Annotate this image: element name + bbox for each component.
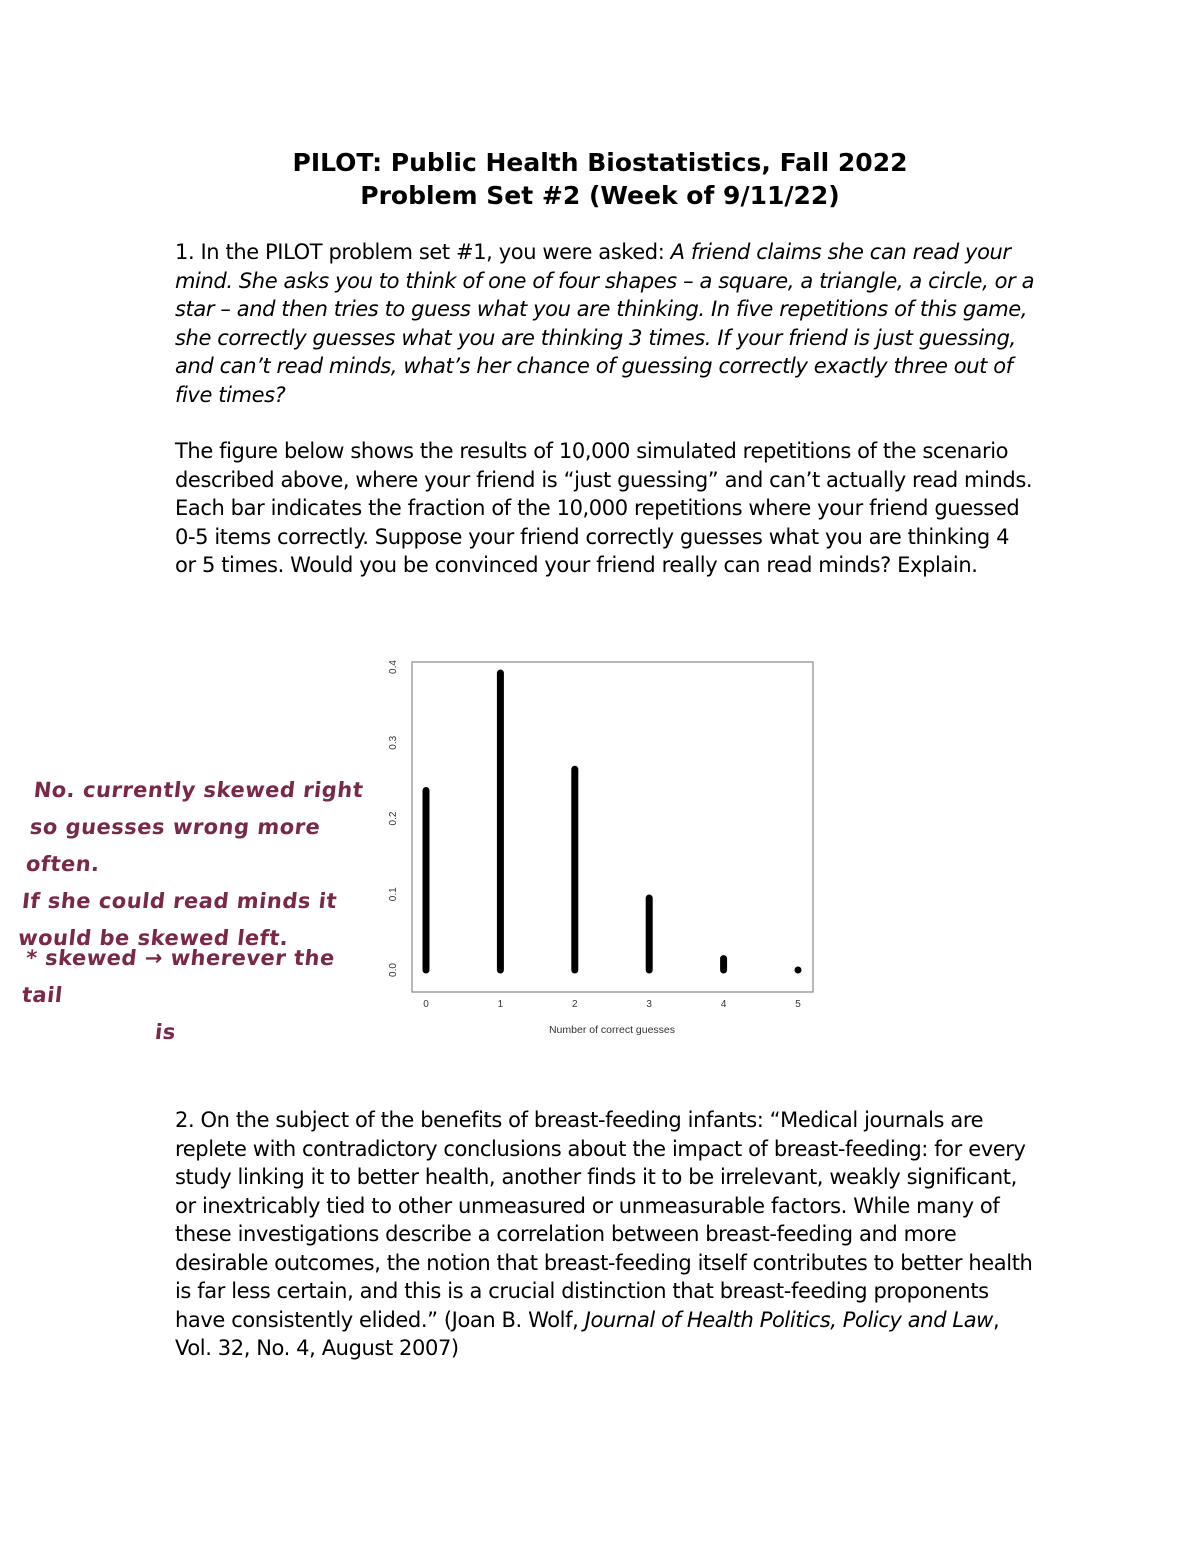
document-title — [0, 146, 1200, 212]
x-axis-label: Number of correct guesses — [548, 1024, 676, 1036]
y-tick-label: 0.0 — [388, 963, 399, 977]
handwritten-side-note — [16, 940, 368, 1051]
handwritten-line-4: would be skewed left. — [17, 926, 290, 950]
guesses-histogram-chart — [370, 650, 850, 1050]
question-2-text: 2. On the subject of the benefits of breast-feeding infants: “Medical journals are replete with contradictory conclusions about the impact of breast-feeding: for every study linking it to better health, another finds it to be irrelevant, weakly significant, or inextricably tied to other unmeasured or unmeasurable factors. While many of these investigations describe a correlation between breast-feeding and more desirable outcomes, the notion that breast-feeding itself contributes to better health is far less certain, and this is a crucial distinction that breast-feeding proponents have consistently elided.” (Joan B. Wolf, — [175, 1108, 1033, 1332]
x-tick-label: 2 — [572, 999, 578, 1010]
question-1-intro: 1. In the PILOT problem set #1, you were asked: — [175, 240, 671, 264]
handwritten-note-line-a: * skewed → wherever the tail — [20, 946, 337, 1007]
y-tick-label: 0.2 — [388, 811, 399, 826]
title-line-1: PILOT: Public Health Biostatistics, Fall 2022 — [292, 148, 908, 177]
journal-title: Journal of Health Politics, Policy and Law — [584, 1307, 993, 1332]
plot-frame — [412, 662, 813, 992]
x-tick-label: 1 — [497, 999, 504, 1010]
y-tick-label: 0.1 — [388, 887, 399, 902]
question-2-citation: , Vol. 32, No. 4, August 2007) — [175, 1307, 1000, 1360]
x-tick-label: 3 — [646, 999, 652, 1010]
handwritten-note-line-b: is — [153, 1020, 178, 1044]
question-1-quote: A friend claims she can read your mind. She asks you to think of one of four shapes – a square, a triangle, a circle, or a star – and then tries to guess what you are thinking. In five repetitions of this game, she correctly guesses what you are thinking 3 times. If your friend is just guessing, and can’t read minds, what’s her chance of guessing correctly exactly three out of five times? — [175, 240, 1035, 407]
x-tick-label: 0 — [423, 999, 429, 1010]
question-1-description-text: The figure below shows the results of 10,000 simulated repetitions of the scenario described above, where your friend is “just guessing” and can’t actually read minds. Each bar indicates the fraction of the 10,000 repetitions where your friend guessed 0-5 items correctly. Suppose your friend correctly guesses what you are thinking 4 or 5 times. Would you be convinced your friend really can read minds? Explain. — [175, 439, 1033, 577]
handwritten-answer — [16, 772, 375, 957]
handwritten-line-3: If she could read minds it — [20, 889, 339, 913]
handwritten-line-2: so guesses wrong more often. — [24, 815, 322, 876]
question-1 — [175, 238, 1035, 409]
x-tick-label: 5 — [795, 999, 801, 1010]
question-1-description — [175, 437, 1035, 580]
handwritten-line-1: No. currently skewed right — [32, 778, 365, 802]
y-tick-label: 0.4 — [388, 660, 399, 674]
question-2 — [175, 1106, 1035, 1363]
bar-5 — [795, 967, 802, 974]
title-line-2: Problem Set #2 (Week of 9/11/22) — [360, 181, 840, 210]
y-tick-label: 0.3 — [388, 735, 399, 750]
x-tick-label: 4 — [720, 999, 727, 1010]
